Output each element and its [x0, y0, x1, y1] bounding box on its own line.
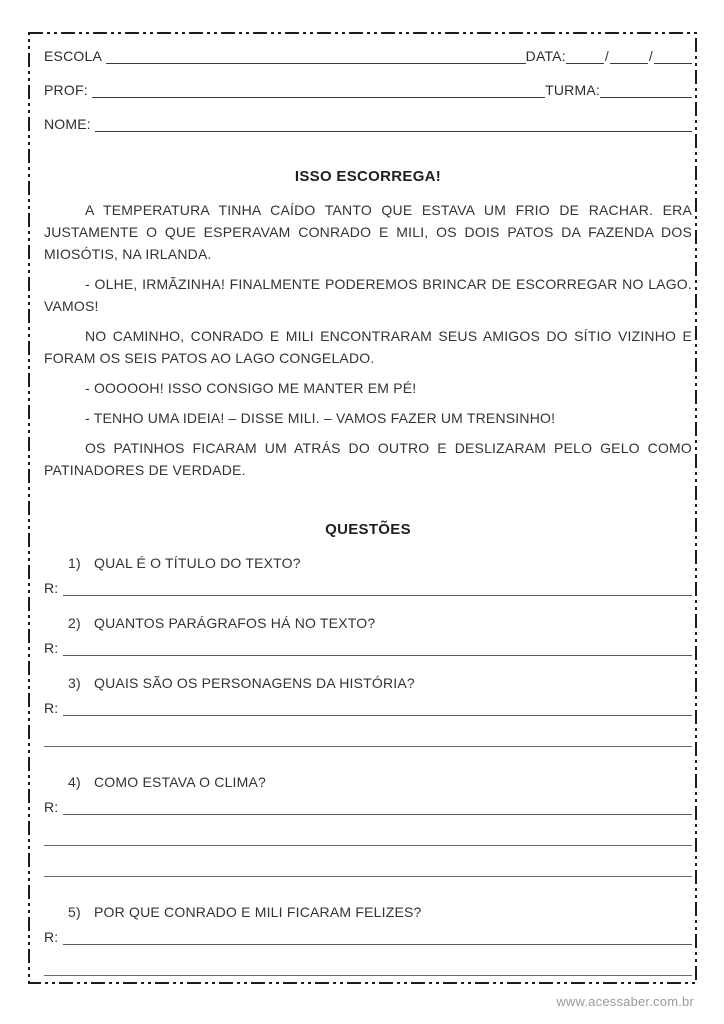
school-label: ESCOLA — [44, 48, 102, 64]
answer-label: R: — [44, 799, 59, 815]
website-credit: www.acessaber.com.br — [556, 994, 694, 1009]
teacher-label: PROF: — [44, 82, 88, 98]
school-blank-line — [106, 49, 526, 64]
answer-blank-line — [63, 642, 692, 656]
answer-row — [44, 797, 692, 815]
story-paragraph: - OLHE, IRMÃZINHA! FINALMENTE PODEREMOS BRINCAR DE ESCORREGAR NO LAGO. VAMOS! — [44, 276, 692, 314]
question-row — [44, 903, 692, 921]
question-text: QUAIS SÃO OS PERSONAGENS DA HISTÓRIA? — [94, 675, 415, 691]
story-paragraph: - OOOOOH! ISSO CONSIGO ME MANTER EM PÉ! — [85, 380, 417, 396]
answer-blank-line — [44, 876, 692, 877]
name-blank-line — [95, 117, 692, 132]
answer-blank-line — [63, 801, 692, 815]
question-number: 4) — [68, 774, 81, 790]
question-number: 1) — [68, 555, 81, 571]
question-text: POR QUE CONRADO E MILI FICARAM FELIZES? — [94, 904, 422, 920]
answer-row — [44, 698, 692, 716]
question-row — [44, 773, 692, 791]
answer-blank-line — [44, 975, 692, 976]
question-text: QUAL É O TÍTULO DO TEXTO? — [94, 555, 301, 571]
name-label: NOME: — [44, 116, 91, 132]
teacher-blank-line — [92, 83, 545, 98]
answer-blank-line — [63, 702, 692, 716]
answer-label: R: — [44, 929, 59, 945]
class-blank-line — [600, 83, 692, 98]
question-row — [44, 614, 692, 632]
question-row — [44, 674, 692, 692]
answer-blank-line — [44, 845, 692, 846]
question-row — [44, 554, 692, 572]
answer-row — [44, 927, 692, 945]
date-slash: / — [648, 48, 653, 64]
answer-row — [44, 638, 692, 656]
date-slash: / — [604, 48, 609, 64]
teacher-row — [44, 78, 692, 98]
answer-label: R: — [44, 640, 59, 656]
worksheet-content — [44, 44, 692, 976]
question-number: 2) — [68, 615, 81, 631]
answer-label: R: — [44, 700, 59, 716]
date-year-blank-line — [654, 49, 692, 64]
question-number: 5) — [68, 904, 81, 920]
story-paragraph: OS PATINHOS FICARAM UM ATRÁS DO OUTRO E DESLIZARAM PELO GELO COMO PATINADORES DE VERDADE. — [44, 440, 692, 478]
question-text: QUANTOS PARÁGRAFOS HÁ NO TEXTO? — [94, 615, 376, 631]
story-paragraph: NO CAMINHO, CONRADO E MILI ENCONTRARAM SEUS AMIGOS DO SÍTIO VIZINHO E FORAM OS SEIS PATOS AO LAGO CONGELADO. — [44, 328, 692, 366]
question-number: 3) — [68, 675, 81, 691]
answer-blank-line — [63, 931, 692, 945]
questions-section-title: QUESTÕES — [325, 521, 411, 538]
story-paragraph: A TEMPERATURA TINHA CAÍDO TANTO QUE ESTAVA UM FRIO DE RACHAR. ERA JUSTAMENTE O QUE ESPERAVAM CONRADO E MILI, OS DOIS PATOS DA FAZENDA DOS MIOSÓTIS, NA IRLANDA. — [44, 202, 692, 262]
name-row — [44, 112, 692, 132]
school-row — [44, 44, 692, 64]
story-paragraph: - TENHO UMA IDEIA! – DISSE MILI. – VAMOS FAZER UM TRENSINHO! — [85, 410, 556, 426]
answer-blank-line — [44, 746, 692, 747]
story-title: ISSO ESCORREGA! — [294, 168, 442, 185]
class-label: TURMA: — [545, 82, 600, 98]
question-text: COMO ESTAVA O CLIMA? — [94, 774, 267, 790]
answer-row — [44, 578, 692, 596]
date-day-blank-line — [566, 49, 604, 64]
date-month-blank-line — [610, 49, 648, 64]
answer-label: R: — [44, 580, 59, 596]
date-label: DATA: — [525, 48, 566, 64]
answer-blank-line — [63, 582, 692, 596]
